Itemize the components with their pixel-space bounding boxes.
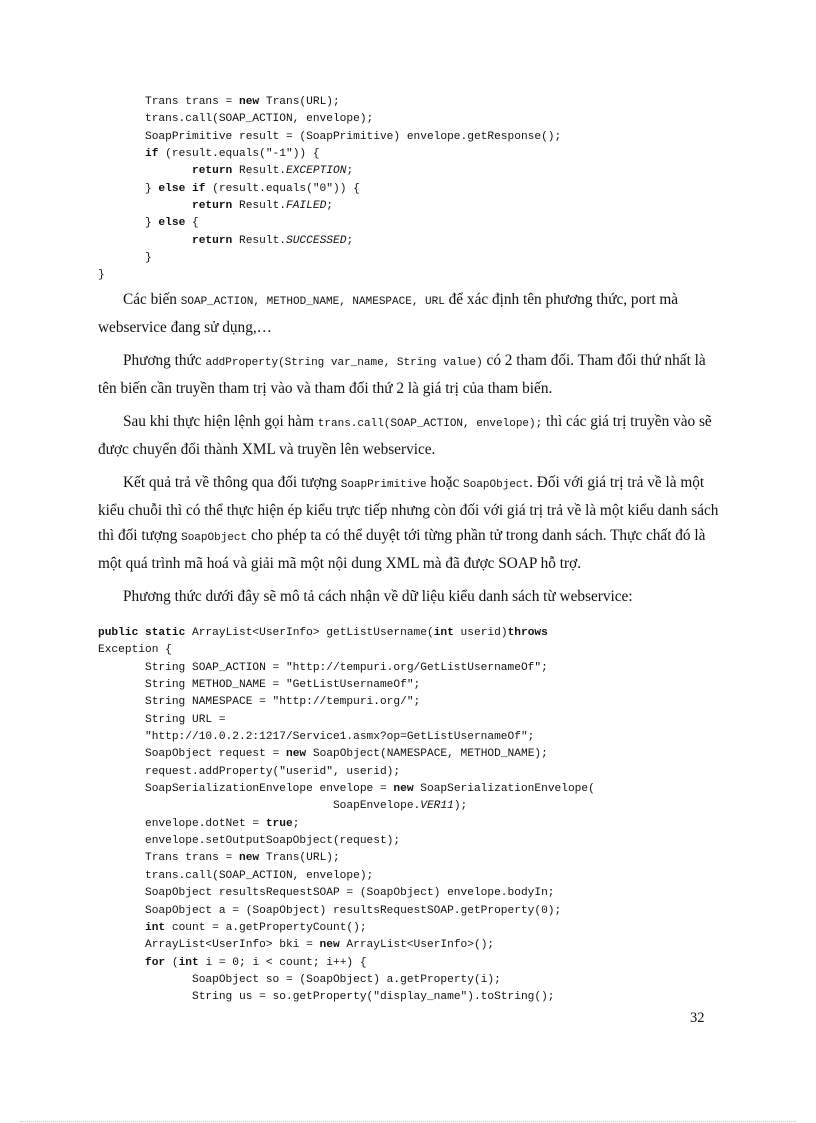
code-token: SoapObject(NAMESPACE, METHOD_NAME); xyxy=(306,748,548,761)
code-line xyxy=(98,903,595,920)
code-token: Exception { xyxy=(98,644,172,657)
code-keyword: new xyxy=(285,748,307,761)
code-keyword: new xyxy=(319,939,340,952)
code-line xyxy=(98,885,595,902)
text-segment: Kết quả trả về thông qua đối tượng xyxy=(123,474,341,491)
code-token: String URL = xyxy=(144,713,226,726)
code-token: SoapObject so = (SoapObject) a.getProperty(i); xyxy=(191,973,501,986)
code-keyword: int xyxy=(144,921,166,934)
code-token: ArrayList<UserInfo>(); xyxy=(339,939,495,952)
code-token: ( xyxy=(165,956,179,969)
code-keyword: throws xyxy=(507,627,548,639)
code-keyword: public static xyxy=(98,627,186,639)
code-line xyxy=(98,694,595,711)
code-token: String us = so.getProperty("display_name").toString(); xyxy=(191,991,555,1004)
code-line xyxy=(98,972,595,989)
code-token: String METHOD_NAME = "GetListUsernameOf"; xyxy=(144,679,421,692)
paragraph-variables xyxy=(98,287,720,340)
code-line xyxy=(98,955,595,972)
code-token: SoapPrimitive result = (SoapPrimitive) envelope.getResponse(); xyxy=(144,130,562,143)
text-segment: Các biến xyxy=(123,291,181,308)
code-token: } xyxy=(98,269,105,282)
code-token: trans.call(SOAP_ACTION, envelope); xyxy=(144,869,374,882)
code-block-bottom xyxy=(98,625,595,1007)
inline-code: SoapObject xyxy=(181,532,248,544)
code-token: ArrayList<UserInfo> bki = xyxy=(144,939,320,952)
code-token: ArrayList<UserInfo> getListUsername( xyxy=(185,627,434,639)
code-line xyxy=(98,111,561,128)
inline-code: SoapObject xyxy=(463,479,530,491)
code-line xyxy=(98,660,595,677)
code-line xyxy=(98,677,595,694)
text-segment: . Đối với giá trị trả về là một kiểu chuỗi thì có thể thực hiện ép kiểu trực tiếp nhưng còn đối với giá trị trả về là một kiểu danh sách thì đối tượng xyxy=(98,474,719,544)
code-token: (result.equals("0")) { xyxy=(205,182,360,195)
code-line xyxy=(98,798,595,815)
code-token: SoapSerializationEnvelope envelope = xyxy=(144,783,394,796)
code-token: ; xyxy=(346,234,354,247)
code-line xyxy=(98,712,595,729)
code-token: ; xyxy=(326,200,334,213)
code-token: Result. xyxy=(232,165,286,178)
code-line xyxy=(98,729,595,746)
code-line xyxy=(98,937,595,954)
code-keyword: new xyxy=(238,96,260,108)
text-segment: cho phép ta có thể duyệt tới từng phần tử trong danh sách. Thực chất đó là một quá trình mã hoá và giải mã một nội dung XML mà đã được SOAP hỗ trợ. xyxy=(98,527,706,572)
code-line xyxy=(98,642,595,659)
code-token: envelope.setOutputSoapObject(request); xyxy=(144,835,401,848)
code-token: Result. xyxy=(232,234,286,247)
code-keyword: return xyxy=(191,200,233,213)
code-constant: EXCEPTION xyxy=(286,165,347,178)
code-keyword: else xyxy=(158,217,186,230)
code-line xyxy=(98,146,561,163)
code-token: (result.equals("-1")) { xyxy=(158,148,320,161)
code-line xyxy=(98,989,595,1006)
inline-code: SOAP_ACTION, METHOD_NAME, NAMESPACE, URL xyxy=(180,296,445,308)
code-keyword: return xyxy=(191,234,233,247)
code-block-top xyxy=(98,94,561,285)
inline-code: trans.call(SOAP_ACTION, envelope); xyxy=(317,418,543,430)
code-line xyxy=(98,233,561,250)
code-token: "http://10.0.2.2:1217/Service1.asmx?op=GetListUsernameOf"; xyxy=(144,731,535,744)
text-segment: thì các giá trị truyền vào sẽ được chuyển đổi thành XML và truyền lên webservice. xyxy=(98,413,712,458)
code-constant: SUCCESSED xyxy=(286,234,347,247)
code-token: Trans(URL); xyxy=(259,852,340,865)
code-token: { xyxy=(185,217,199,230)
text-segment: Phương thức xyxy=(123,352,206,369)
code-line xyxy=(98,215,561,232)
text-segment: để xác định tên phương thức, port mà webservice đang sử dụng,… xyxy=(98,291,679,336)
code-line xyxy=(98,625,595,642)
code-keyword: int xyxy=(178,956,199,969)
code-token: ; xyxy=(292,817,300,830)
code-line xyxy=(98,764,595,781)
code-token: Trans trans = xyxy=(144,852,239,865)
code-token: i = 0; i < count; i++) { xyxy=(198,956,367,969)
inline-code: addProperty(String var_name, String value) xyxy=(205,357,483,369)
code-line xyxy=(98,920,595,937)
code-line xyxy=(98,850,595,867)
page-divider xyxy=(20,1121,796,1122)
body-text xyxy=(98,287,720,609)
paragraph-result xyxy=(98,470,720,576)
code-token: String SOAP_ACTION = "http://tempuri.org/GetListUsernameOf"; xyxy=(144,661,548,674)
code-line xyxy=(98,181,561,198)
code-token: } xyxy=(144,182,159,195)
inline-code: SoapPrimitive xyxy=(340,479,427,491)
code-keyword: new xyxy=(393,783,414,796)
code-keyword: new xyxy=(238,852,260,865)
code-line xyxy=(98,781,595,798)
code-keyword: int xyxy=(433,627,454,639)
code-keyword: if xyxy=(144,148,159,161)
code-keyword: return xyxy=(191,165,233,178)
code-line xyxy=(98,163,561,180)
page-number: 32 xyxy=(690,1010,705,1026)
code-token: SoapEnvelope. xyxy=(332,800,421,813)
paragraph-trans-call xyxy=(98,409,720,462)
code-token: Trans(URL); xyxy=(259,96,340,108)
code-keyword: else if xyxy=(158,182,206,195)
code-token: trans.call(SOAP_ACTION, envelope); xyxy=(144,113,374,126)
code-line xyxy=(98,868,595,885)
code-token: SoapObject a = (SoapObject) resultsRequestSOAP.getProperty(0); xyxy=(144,904,562,917)
code-line xyxy=(98,267,561,284)
code-token: SoapObject resultsRequestSOAP = (SoapObject) envelope.bodyIn; xyxy=(144,887,555,900)
text-segment: có 2 tham đối. Tham đối thứ nhất là tên biến cần truyền tham trị vào và tham đối thứ 2 là giá trị của tham biến. xyxy=(98,352,706,397)
code-token: ; xyxy=(346,165,354,178)
code-keyword: true xyxy=(265,817,293,830)
code-token: count = a.getPropertyCount(); xyxy=(165,921,367,934)
text-segment: hoặc xyxy=(426,474,464,491)
code-line xyxy=(98,94,561,111)
code-token: request.addProperty("userid", userid); xyxy=(144,765,401,778)
code-line xyxy=(98,250,561,267)
code-line xyxy=(98,833,595,850)
code-constant: FAILED xyxy=(286,200,327,213)
code-token: } xyxy=(144,252,152,265)
code-token: ); xyxy=(453,800,468,813)
code-line xyxy=(98,746,595,763)
code-token: Result. xyxy=(232,200,286,213)
code-token: userid) xyxy=(453,627,508,639)
code-token: } xyxy=(144,217,159,230)
paragraph-addproperty xyxy=(98,348,720,401)
code-token: String NAMESPACE = "http://tempuri.org/"; xyxy=(144,696,421,709)
paragraph-intro-list-method: Phương thức dưới đây sẽ mô tả cách nhận về dữ liệu kiểu danh sách từ webservice: xyxy=(123,588,633,605)
text-segment: Sau khi thực hiện lệnh gọi hàm xyxy=(123,413,318,430)
code-token: SoapObject request = xyxy=(144,748,286,761)
code-token: Trans trans = xyxy=(144,96,239,108)
code-line xyxy=(98,129,561,146)
code-token: SoapSerializationEnvelope( xyxy=(413,783,595,796)
code-token: envelope.dotNet = xyxy=(144,817,266,830)
code-keyword: for xyxy=(144,956,166,969)
code-line xyxy=(98,816,595,833)
code-line xyxy=(98,198,561,215)
code-constant: VER11 xyxy=(420,800,454,813)
